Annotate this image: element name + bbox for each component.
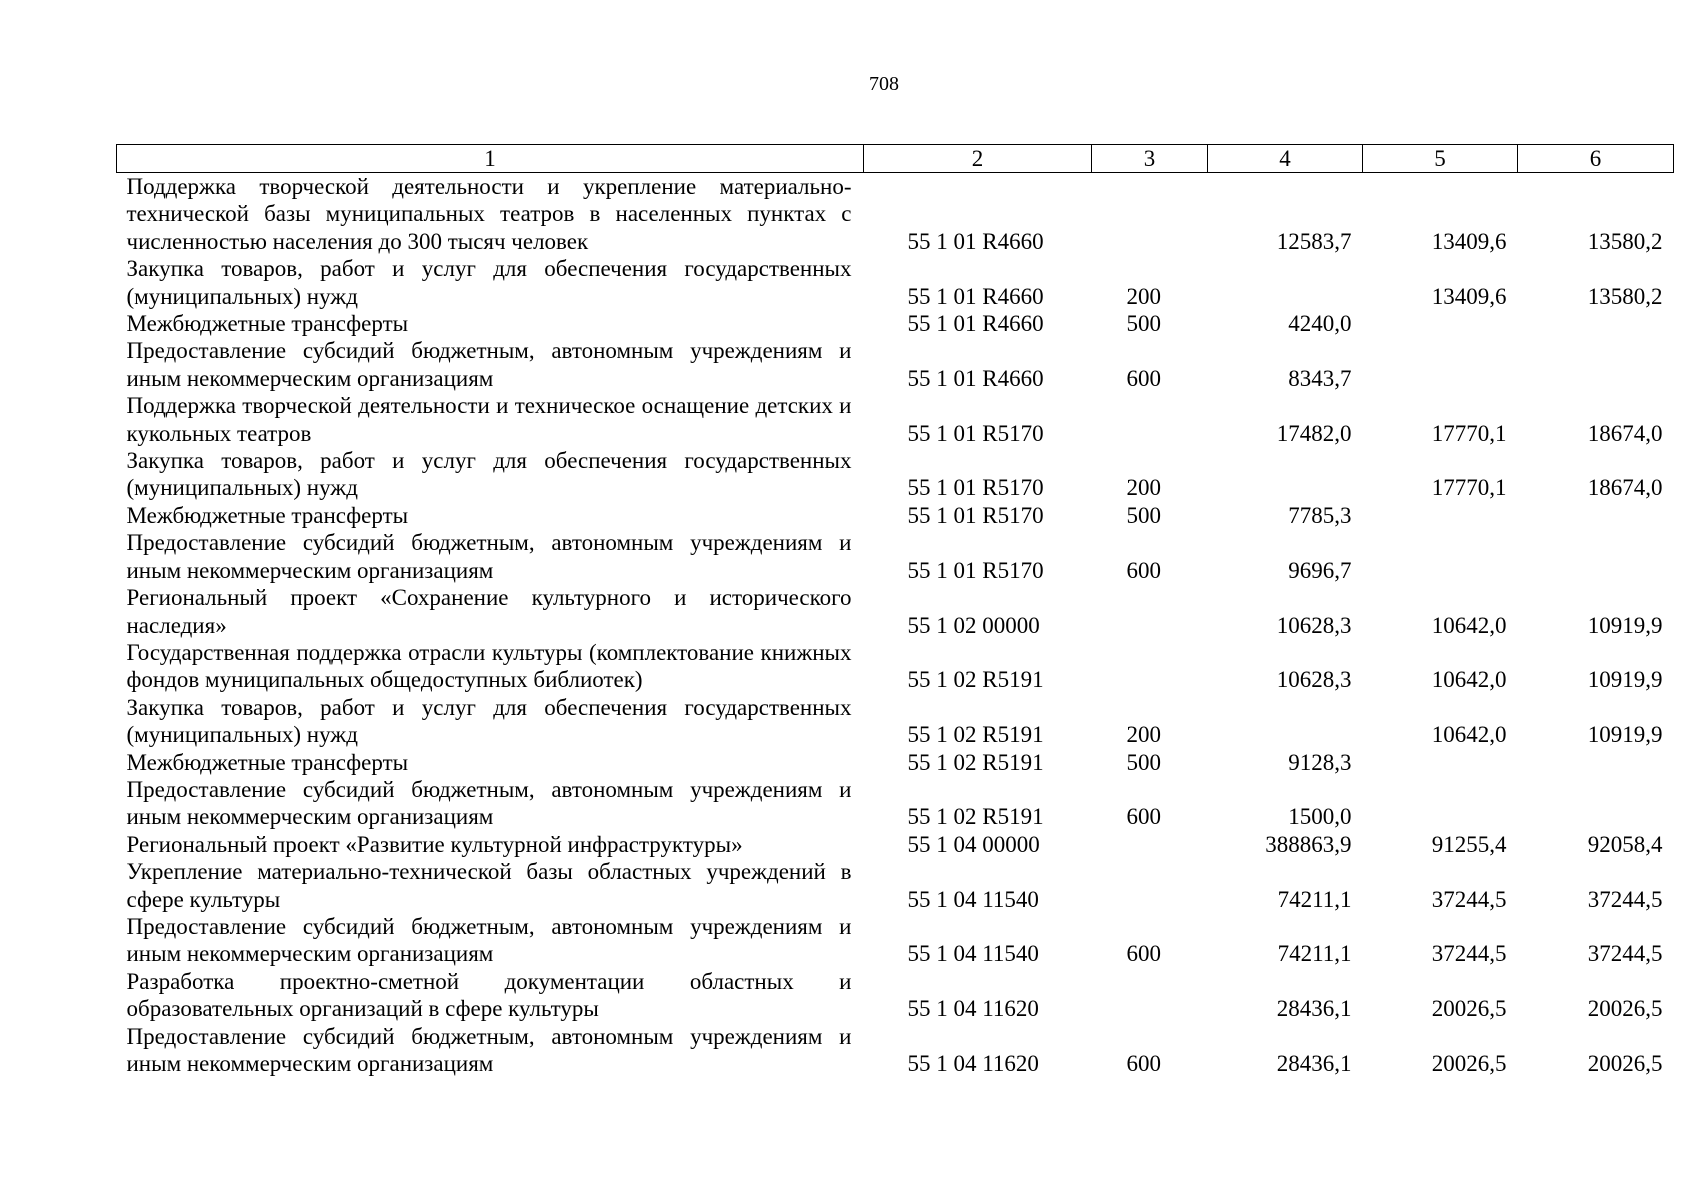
row-amount-col4: 7785,3 <box>1288 502 1352 528</box>
row-expense-type <box>1092 584 1208 639</box>
row-amount-col5: 91255,4 <box>1431 831 1507 857</box>
table-row <box>117 694 1674 749</box>
row-amount-col6: 10919,9 <box>1587 612 1663 638</box>
column-header-1: 1 <box>117 145 864 173</box>
row-amount-col4: 1500,0 <box>1288 804 1352 830</box>
table-row <box>117 749 1674 776</box>
table-row <box>117 858 1674 913</box>
row-amount-col4: 74211,1 <box>1277 886 1352 912</box>
row-target-code: 55 1 04 11620 <box>907 996 1039 1022</box>
row-target-code: 55 1 01 R4660 <box>907 228 1044 254</box>
row-expense-type: 500 <box>1126 311 1161 337</box>
row-amount-col5: 13409,6 <box>1431 228 1507 254</box>
row-amount-col4: 8343,7 <box>1288 365 1352 391</box>
budget-table <box>116 144 1674 1077</box>
row-name: Укрепление материально-технической базы областных учреждений в сфере культуры <box>126 859 852 912</box>
row-amount-col4 <box>1208 694 1363 749</box>
row-amount-col6: 20026,5 <box>1587 996 1663 1022</box>
row-amount-col5 <box>1363 529 1518 584</box>
row-expense-type: 200 <box>1126 722 1161 748</box>
row-amount-col6: 13580,2 <box>1587 228 1663 254</box>
row-amount-col5 <box>1363 310 1518 337</box>
table-row <box>117 1023 1674 1078</box>
column-header-5: 5 <box>1363 145 1518 173</box>
row-amount-col4: 28436,1 <box>1276 996 1352 1022</box>
row-amount-col6 <box>1518 749 1674 776</box>
row-target-code: 55 1 04 11620 <box>907 1051 1039 1076</box>
row-name: Предоставление субсидий бюджетным, автономным учреждениям и иным некоммерческим организациям <box>126 338 852 391</box>
table-row <box>117 310 1674 337</box>
table-row <box>117 529 1674 584</box>
row-amount-col5: 17770,1 <box>1431 420 1507 446</box>
row-name: Межбюджетные трансферты <box>126 749 409 775</box>
row-name: Предоставление субсидий бюджетным, автономным учреждениям и иным некоммерческим организациям <box>126 776 852 830</box>
table-row <box>117 776 1674 831</box>
row-target-code: 55 1 02 R5191 <box>907 667 1044 693</box>
row-amount-col5: 13409,6 <box>1431 283 1507 309</box>
row-expense-type <box>1092 968 1208 1023</box>
row-expense-type: 600 <box>1126 557 1161 583</box>
row-amount-col6: 10919,9 <box>1587 722 1663 748</box>
row-amount-col5: 37244,5 <box>1431 886 1507 912</box>
row-name: Межбюджетные трансферты <box>126 502 409 528</box>
row-amount-col6: 18674,0 <box>1587 475 1663 501</box>
row-name: Предоставление субсидий бюджетным, автономным учреждениям и иным некоммерческим организациям <box>126 1023 852 1076</box>
row-target-code: 55 1 01 R5170 <box>907 502 1044 528</box>
row-amount-col4: 10628,3 <box>1276 612 1352 638</box>
table-row <box>117 255 1674 310</box>
row-expense-type <box>1092 173 1208 256</box>
row-expense-type <box>1092 831 1208 858</box>
row-amount-col5: 10642,0 <box>1431 722 1507 748</box>
row-target-code: 55 1 04 11540 <box>907 941 1039 967</box>
row-amount-col5 <box>1363 776 1518 831</box>
row-expense-type: 600 <box>1126 941 1161 967</box>
row-amount-col4: 388863,9 <box>1265 831 1352 857</box>
table-row <box>117 584 1674 639</box>
table-row <box>117 831 1674 858</box>
row-target-code: 55 1 01 R5170 <box>907 557 1044 583</box>
table-body <box>117 173 1674 1078</box>
row-name: Предоставление субсидий бюджетным, автономным учреждениям и иным некоммерческим организациям <box>126 913 852 967</box>
row-amount-col4: 17482,0 <box>1276 420 1352 446</box>
row-amount-col4 <box>1208 447 1363 502</box>
row-expense-type: 500 <box>1126 502 1161 528</box>
row-name: Региональный проект «Развитие культурной инфраструктуры» <box>126 831 743 857</box>
row-target-code: 55 1 02 R5191 <box>907 722 1044 748</box>
row-amount-col5: 20026,5 <box>1431 1051 1507 1076</box>
row-name: Разработка проектно-сметной документации областных и образовательных организаций в сфере культуры <box>126 968 852 1022</box>
row-amount-col5 <box>1363 337 1518 392</box>
column-header-6: 6 <box>1518 145 1674 173</box>
table-row <box>117 968 1674 1023</box>
table-row <box>117 913 1674 968</box>
table-row <box>117 337 1674 392</box>
row-name: Поддержка творческой деятельности и укрепление материально-технической базы муниципальных театров в населенных пунктах с численностью населения до 300 тысяч человек <box>126 174 852 254</box>
row-expense-type: 600 <box>1126 1051 1161 1076</box>
row-amount-col4 <box>1208 255 1363 310</box>
row-name: Поддержка творческой деятельности и техническое оснащение детских и кукольных театров <box>126 393 852 446</box>
row-amount-col5: 10642,0 <box>1431 667 1507 693</box>
row-expense-type <box>1092 392 1208 447</box>
table-row <box>117 173 1674 256</box>
row-amount-col6: 20026,5 <box>1587 1051 1663 1076</box>
row-target-code: 55 1 04 11540 <box>907 886 1039 912</box>
row-amount-col4: 9128,3 <box>1288 749 1352 775</box>
row-amount-col6: 37244,5 <box>1587 886 1663 912</box>
row-name: Закупка товаров, работ и услуг для обеспечения государственных (муниципальных) нужд <box>126 448 852 501</box>
row-amount-col6 <box>1518 776 1674 831</box>
table-row <box>117 392 1674 447</box>
row-amount-col6: 18674,0 <box>1587 420 1663 446</box>
table-row <box>117 447 1674 502</box>
row-name: Закупка товаров, работ и услуг для обеспечения государственных (муниципальных) нужд <box>126 256 852 309</box>
row-amount-col6 <box>1518 529 1674 584</box>
table-row <box>117 639 1674 694</box>
row-expense-type: 200 <box>1126 283 1161 309</box>
row-amount-col5: 17770,1 <box>1431 475 1507 501</box>
row-amount-col5 <box>1363 502 1518 529</box>
row-name: Предоставление субсидий бюджетным, автономным учреждениям и иным некоммерческим организациям <box>126 530 852 583</box>
table-row <box>117 502 1674 529</box>
row-amount-col4: 28436,1 <box>1276 1051 1352 1076</box>
table-header <box>117 145 1674 173</box>
row-target-code: 55 1 01 R4660 <box>907 365 1044 391</box>
row-amount-col6: 92058,4 <box>1587 831 1663 857</box>
row-name: Закупка товаров, работ и услуг для обеспечения государственных (муниципальных) нужд <box>126 694 852 748</box>
row-amount-col4: 74211,1 <box>1277 941 1352 967</box>
row-target-code: 55 1 02 00000 <box>907 612 1040 638</box>
row-amount-col6: 10919,9 <box>1587 667 1663 693</box>
row-amount-col4: 10628,3 <box>1276 667 1352 693</box>
header-row <box>117 145 1674 173</box>
row-amount-col4: 4240,0 <box>1288 311 1352 337</box>
column-header-4: 4 <box>1208 145 1363 173</box>
row-amount-col4: 12583,7 <box>1276 228 1352 254</box>
row-target-code: 55 1 02 R5191 <box>907 749 1044 775</box>
column-header-3: 3 <box>1092 145 1208 173</box>
row-expense-type: 600 <box>1126 804 1161 830</box>
row-expense-type: 600 <box>1126 365 1161 391</box>
row-amount-col6 <box>1518 502 1674 529</box>
row-name: Государственная поддержка отрасли культуры (комплектование книжных фондов муниципальных общедоступных библиотек) <box>126 639 852 693</box>
row-expense-type: 500 <box>1126 749 1161 775</box>
row-name: Региональный проект «Сохранение культурного и исторического наследия» <box>126 585 852 638</box>
row-target-code: 55 1 02 R5191 <box>907 804 1044 830</box>
row-expense-type <box>1092 858 1208 913</box>
page-number: 708 <box>869 73 899 95</box>
row-expense-type <box>1092 639 1208 694</box>
row-amount-col5 <box>1363 749 1518 776</box>
column-header-2: 2 <box>864 145 1092 173</box>
row-amount-col6: 37244,5 <box>1587 941 1663 967</box>
row-amount-col6: 13580,2 <box>1587 283 1663 309</box>
row-expense-type: 200 <box>1126 475 1161 501</box>
row-target-code: 55 1 01 R4660 <box>907 311 1044 337</box>
row-target-code: 55 1 01 R5170 <box>907 475 1044 501</box>
row-target-code: 55 1 01 R4660 <box>907 283 1044 309</box>
row-amount-col6 <box>1518 337 1674 392</box>
row-name: Межбюджетные трансферты <box>126 311 409 337</box>
row-target-code: 55 1 04 00000 <box>907 831 1040 857</box>
row-amount-col4: 9696,7 <box>1288 557 1352 583</box>
row-amount-col6 <box>1518 310 1674 337</box>
row-amount-col5: 10642,0 <box>1431 612 1507 638</box>
row-amount-col5: 20026,5 <box>1431 996 1507 1022</box>
row-amount-col5: 37244,5 <box>1431 941 1507 967</box>
row-target-code: 55 1 01 R5170 <box>907 420 1044 446</box>
